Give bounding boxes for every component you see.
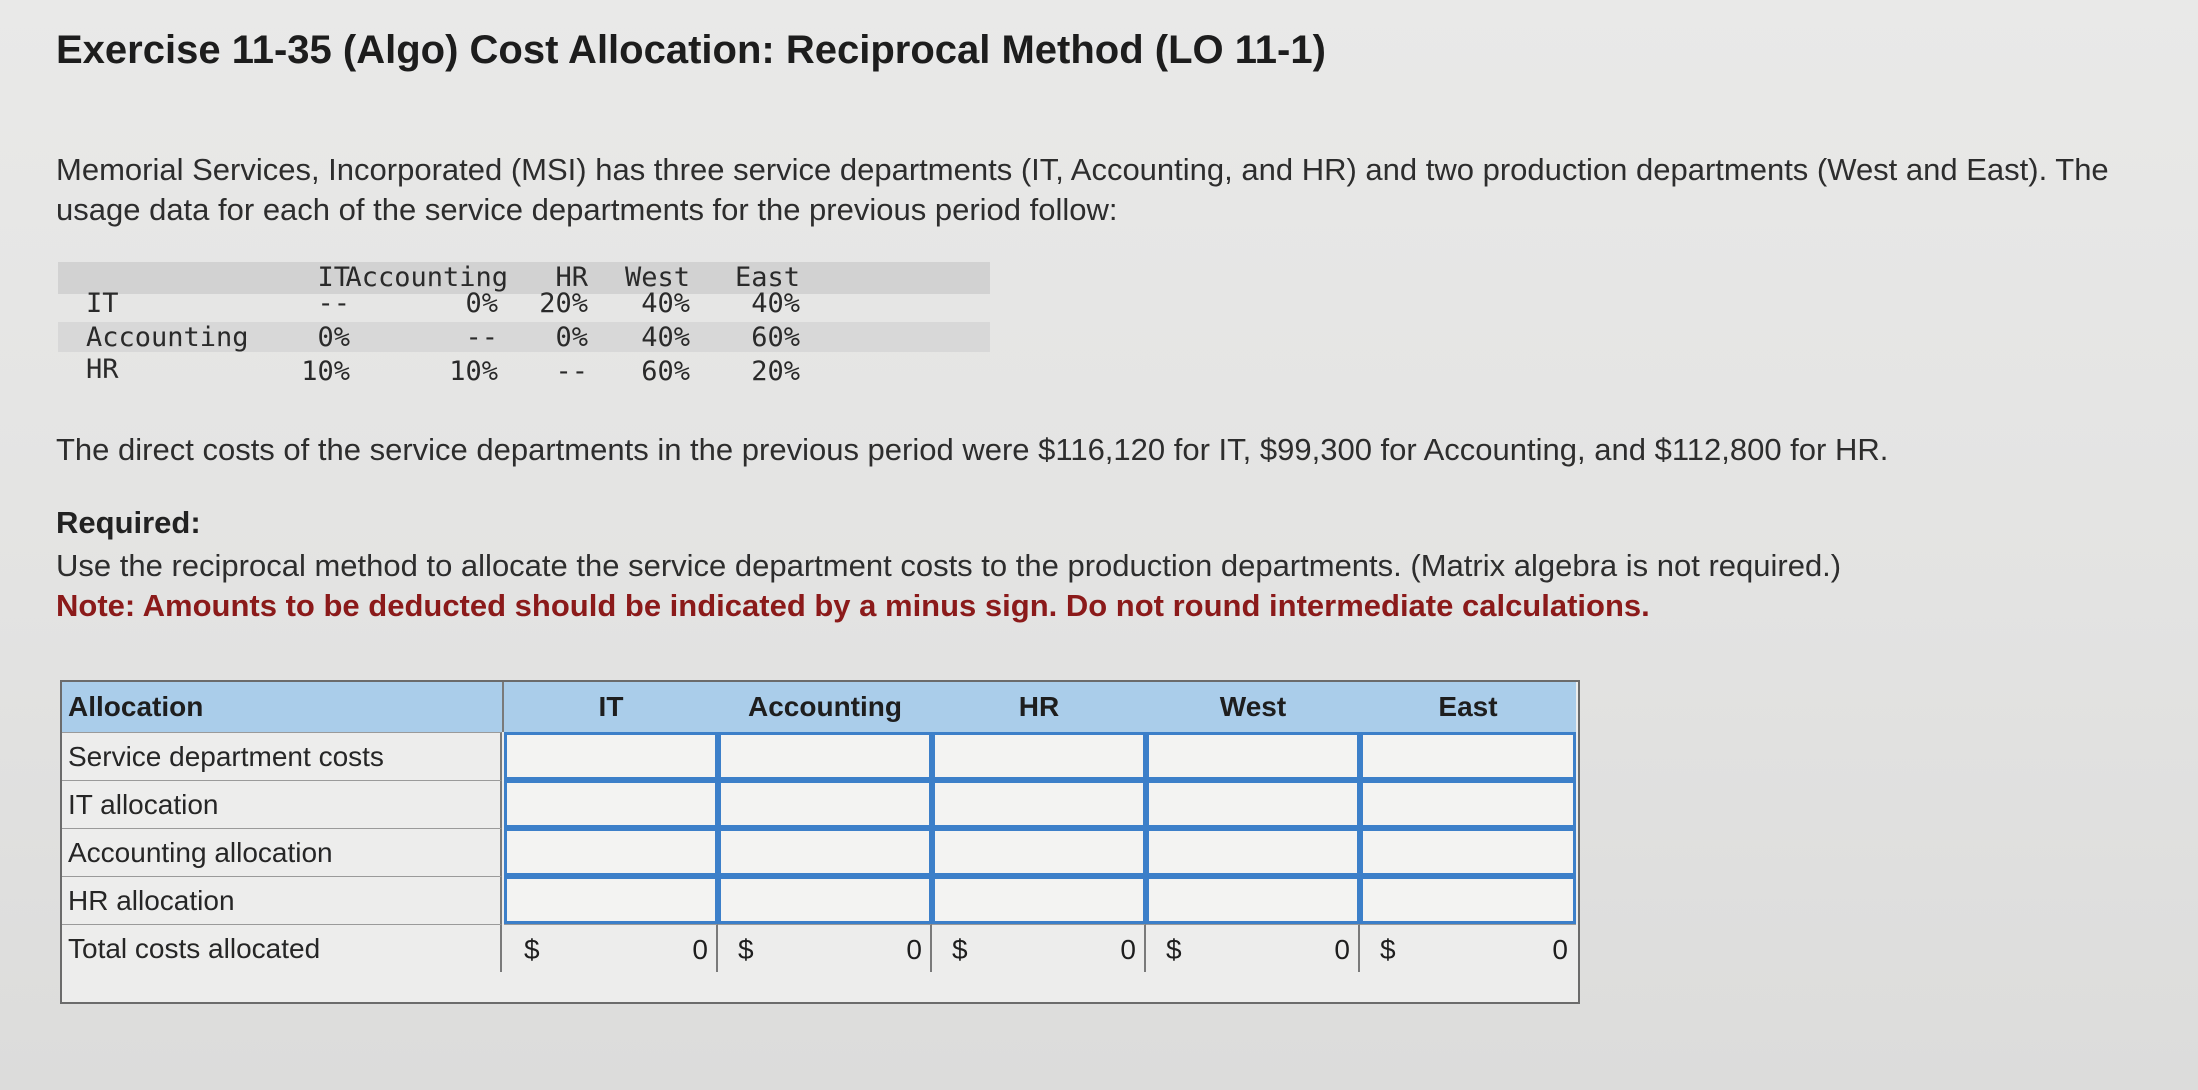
usage-col-accounting: Accounting (345, 262, 508, 293)
input-service-costs-hr[interactable] (932, 732, 1146, 780)
row-label-hr-allocation: HR allocation (62, 876, 502, 924)
usage-col-it: IT (317, 262, 350, 293)
input-service-costs-it[interactable] (504, 732, 718, 780)
usage-cell: 60% (751, 322, 800, 353)
usage-cell: -- (465, 322, 498, 353)
total-west (1146, 924, 1360, 972)
column-header-west: West (1146, 682, 1362, 732)
column-header-it: IT (504, 682, 720, 732)
total-value: 0 (906, 934, 922, 965)
usage-cell: 20% (539, 288, 588, 319)
input-accounting-allocation-west[interactable] (1146, 828, 1360, 876)
column-header-hr: HR (932, 682, 1148, 732)
total-value: 0 (1552, 934, 1568, 965)
usage-cell: 0% (465, 288, 498, 319)
usage-row-label: HR (86, 354, 119, 385)
row-label-it-allocation: IT allocation (62, 780, 502, 828)
usage-cell: 10% (449, 356, 498, 387)
input-hr-allocation-hr[interactable] (932, 876, 1146, 924)
currency-symbol: $ (952, 934, 968, 965)
required-instructions: Use the reciprocal method to allocate the service department costs to the production departments. (Matrix algebra is not required.) (56, 548, 1842, 583)
usage-col-hr: HR (555, 262, 588, 293)
usage-cell: -- (317, 288, 350, 319)
usage-cell: 10% (301, 356, 350, 387)
total-value: 0 (1120, 934, 1136, 965)
input-hr-allocation-east[interactable] (1360, 876, 1576, 924)
usage-cell: 0% (317, 322, 350, 353)
total-it (504, 924, 718, 972)
required-heading: Required: (56, 505, 201, 540)
usage-row-label: IT (86, 288, 119, 319)
total-hr (932, 924, 1146, 972)
total-value: 0 (1334, 934, 1350, 965)
allocation-table (60, 680, 1580, 1004)
currency-symbol: $ (524, 934, 540, 965)
total-east (1360, 924, 1576, 972)
input-service-costs-accounting[interactable] (718, 732, 932, 780)
input-it-allocation-hr[interactable] (932, 780, 1146, 828)
usage-cell: 60% (641, 356, 690, 387)
direct-costs-text: The direct costs of the service departments in the previous period were $116,120 for IT, $99,300 for Accounting, and $112,800 for HR. (56, 432, 1889, 467)
intro-paragraph: Memorial Services, Incorporated (MSI) has three service departments (IT, Accounting, and HR) and two production departments (West and East). The usage data for each of the service departments for the previous period follow: (56, 152, 2109, 227)
input-accounting-allocation-accounting[interactable] (718, 828, 932, 876)
usage-col-west: West (624, 262, 690, 293)
input-accounting-allocation-east[interactable] (1360, 828, 1576, 876)
input-it-allocation-east[interactable] (1360, 780, 1576, 828)
input-it-allocation-it[interactable] (504, 780, 718, 828)
row-label-total-costs-allocated: Total costs allocated (62, 924, 502, 972)
total-value: 0 (692, 934, 708, 965)
note-text: Note: Amounts to be deducted should be indicated by a minus sign. Do not round intermediate calculations. (56, 588, 1650, 623)
usage-cell: 40% (641, 288, 690, 319)
row-label-accounting-allocation: Accounting allocation (62, 828, 502, 876)
input-accounting-allocation-it[interactable] (504, 828, 718, 876)
input-it-allocation-west[interactable] (1146, 780, 1360, 828)
input-hr-allocation-west[interactable] (1146, 876, 1360, 924)
input-hr-allocation-accounting[interactable] (718, 876, 932, 924)
input-accounting-allocation-hr[interactable] (932, 828, 1146, 876)
column-header-east: East (1360, 682, 1576, 732)
currency-symbol: $ (1380, 934, 1396, 965)
usage-cell: 40% (641, 322, 690, 353)
row-label-service-department-costs: Service department costs (62, 732, 502, 780)
usage-cell: -- (555, 356, 588, 387)
input-it-allocation-accounting[interactable] (718, 780, 932, 828)
input-service-costs-west[interactable] (1146, 732, 1360, 780)
currency-symbol: $ (1166, 934, 1182, 965)
input-service-costs-east[interactable] (1360, 732, 1576, 780)
page-title: Exercise 11-35 (Algo) Cost Allocation: Reciprocal Method (LO 11-1) (56, 28, 1326, 72)
column-header-accounting: Accounting (718, 682, 934, 732)
input-hr-allocation-it[interactable] (504, 876, 718, 924)
usage-col-east: East (734, 262, 800, 293)
currency-symbol: $ (738, 934, 754, 965)
allocation-header: Allocation (62, 682, 504, 732)
usage-row-label: Accounting (86, 322, 249, 353)
total-accounting (718, 924, 932, 972)
usage-cell: 20% (751, 356, 800, 387)
usage-cell: 0% (555, 322, 588, 353)
usage-cell: 40% (751, 288, 800, 319)
